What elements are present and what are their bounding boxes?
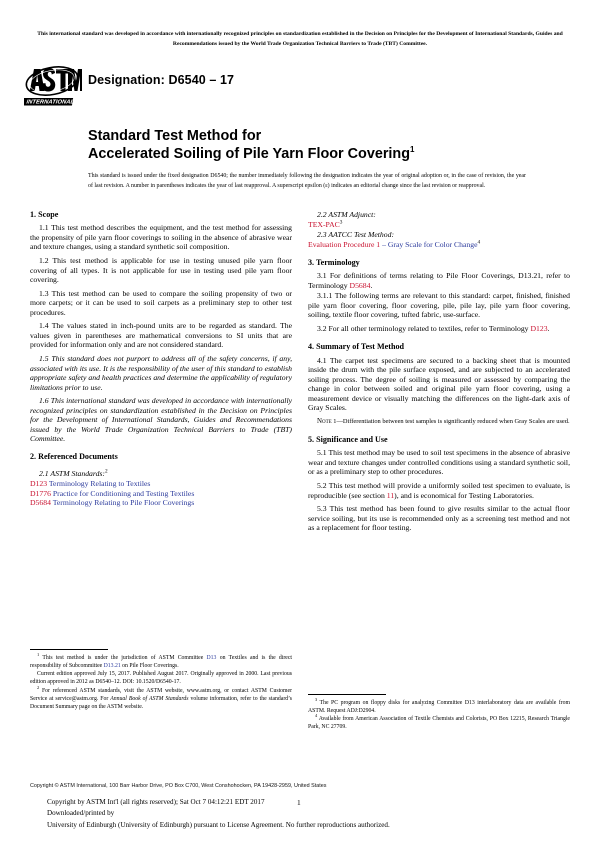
section-heading-scope: 1. Scope (30, 210, 59, 219)
footnote-3 (308, 699, 570, 715)
footnote-link-d1321[interactable]: D13.21 (103, 663, 121, 670)
section-heading-summary: 4. Summary of Test Method (308, 342, 405, 352)
paragraph-5-2-text-a: 5.2 This test method will provide a uniformly soiled test specimen to evaluate, is reproducible (see section (308, 481, 570, 500)
astm-logo-icon (24, 61, 82, 109)
aatcc-reference-title[interactable]: – Gray Scale for Color Change (380, 239, 478, 249)
column-right (308, 210, 570, 533)
footnote-2-text-a: For referenced ASTM standards, visit the ASTM website, www.astm.org, or contact ASTM Customer Service at service@astm.org. For (30, 687, 292, 702)
footnotes-left (30, 649, 292, 711)
title-line-1: Standard Test Method for (88, 128, 262, 144)
footnote-4-text: Available from American Association of Textile Chemists and Colorists, PO Box 12215, Research Triangle Park, NC 27709. (308, 716, 570, 731)
footnote-4 (308, 715, 570, 731)
note-1 (308, 413, 570, 427)
paragraph-5-1: 5.1 This test method may be used to soil test specimens in the absence of abrasive wear and texture changes under controlled conditions using a standard synthetic soil, or as a preliminary step to other procedures. (308, 448, 570, 477)
paragraph-3-1-1: 3.1.1 The following terms are relevant to this standard: carpet, finished, finished pile yarn floor covering, floor covering, pile, pile lay, pile yarn floor covering, soiling, textile floor covering, tufted fabric, use-surface. (308, 291, 570, 320)
note-text: 1—Differentiation between test samples is significantly reduced when Gray Scales are used. (331, 417, 570, 425)
reference-title[interactable]: Terminology Relating to Pile Floor Coverings (52, 498, 195, 508)
svg-text:INTERNATIONAL: INTERNATIONAL (25, 99, 75, 106)
section-heading-terminology: 3. Terminology (308, 257, 360, 267)
license-line-3: University of Edinburgh (University of Edinburgh) pursuant to License Agreement. No further reproductions authorized. (47, 820, 390, 829)
reference-item-d1776[interactable] (30, 488, 292, 498)
column-left (30, 210, 292, 508)
footnote-1-text-b: on Textiles and is the direct responsibility of Subcommittee (30, 655, 292, 670)
title-line-2-text: Accelerated Soiling of Pile Yarn Floor Covering (88, 146, 411, 163)
footnote-3-marker: 3 (315, 697, 318, 703)
footnote-rule (308, 694, 386, 695)
reference-id[interactable]: D123 (30, 478, 48, 488)
license-line-2: Downloaded/printed by (47, 809, 115, 818)
reference-item-d5684[interactable] (30, 498, 292, 508)
paragraph-3-2 (308, 320, 570, 334)
footnote-4-marker: 4 (315, 713, 318, 719)
footnote-1-text-c: on Pile Floor Coverings. (120, 663, 179, 670)
paragraph-5-2-text-b: ), and is economical for Testing Laboratories. (394, 490, 534, 500)
section-heading-significance: 5. Significance and Use (308, 435, 388, 444)
reference-item-d123[interactable] (30, 478, 292, 488)
reference-item-aatcc-ep1[interactable] (308, 239, 570, 249)
reference-id[interactable]: D1776 (30, 488, 51, 498)
footnote-1-marker: 1 (37, 652, 40, 658)
paragraph-1-1: 1.1 This test method describes the equipment, and the test method for assessing the propensity of pile yarn floor coverings to soiling in the absence of abrasive wear and texture changes, using a standard synthetic soil composition. (30, 223, 292, 252)
aatcc-footnote-marker: 4 (477, 239, 481, 246)
footnotes-right (308, 694, 570, 732)
paragraph-3-1-text-b: . (370, 280, 373, 290)
paragraph-3-2-text-b: . (547, 324, 550, 334)
inline-link-d5684[interactable]: D5684 (349, 280, 371, 290)
footnote-2 (30, 684, 292, 711)
subheading-astm-standards-text: 2.1 ASTM Standards: (39, 468, 105, 478)
footnote-2-marker: 2 (37, 684, 40, 690)
title-line-2 (88, 145, 558, 163)
paragraph-5-2 (308, 477, 570, 500)
footnote-1-text-a: This test method is under the jurisdiction of ASTM Committee (39, 655, 207, 661)
footnote-2-text-b: volume information, refer to the standard’s Document Summary page on the ASTM website. (30, 695, 292, 710)
page-title (88, 127, 558, 164)
reference-title[interactable]: Terminology Relating to Textiles (48, 478, 151, 488)
designation-label: Designation: D6540 – 17 (88, 73, 235, 87)
page-number: 1 (297, 798, 301, 807)
paragraph-1-6: 1.6 This international standard was developed in accordance with internationally recognized principles on standardization established in the Decision on Principles for the Development of International Standards, Guides and Recommendations issued by the World Trade Organization Technical Barriers to Trade (TBT) Committee. (30, 396, 292, 444)
adjunct-id[interactable]: TEX-PAC (308, 219, 340, 229)
footnote-rule (30, 649, 108, 650)
paragraph-4-1: 4.1 The carpet test specimens are secured to a backing sheet that is mounted inside the drum with the pile surface exposed, and are subjected to an accelerated soiling process. The degree of soiling is measured or assessed by comparing the change in color between soiled and original pile yarn floor covering, using a measurement device or visually matching the differences on the light-dark axis of Gray Scales. (308, 355, 570, 413)
title-footnote-marker: 1 (410, 145, 415, 155)
tbt-banner: This international standard was developed in accordance with internationally recognized principles on standardization established in the Decision on Principles for the Development of International Standards, Guides and Recommendations issued by the World Trade Organization Technical Barriers to Trade (TBT) Committee. (37, 31, 563, 47)
subheading-aatcc-test-method: 2.3 AATCC Test Method: (317, 229, 395, 239)
subheading-astm-standards (30, 465, 292, 479)
issued-under-note: This standard is issued under the fixed designation D6540; the number immediately following the designation indicates the year of original adoption or, in the case of revision, the year of last revision. A number in parentheses indicates the year of last reapproval. A superscript epsilon (ε) indicates an editorial change since the last revision or reapproval. (88, 173, 526, 189)
adjunct-footnote-marker: 3 (339, 219, 343, 226)
footnote-2-italic: Annual Book of ASTM Standards (110, 695, 189, 702)
paragraph-3-1 (308, 270, 570, 290)
paragraph-3-2-text-a: 3.2 For all other terminology related to textiles, refer to Terminology (317, 324, 531, 334)
section-heading-referenced-documents: 2. Referenced Documents (30, 452, 118, 462)
paragraph-1-2: 1.2 This test method is applicable for use in testing unused pile yarn floor covering of all types. It is not applicable for use in testing used pile yarn floor covering. (30, 256, 292, 285)
license-line-1: Copyright by ASTM Int'l (all rights reserved); Sat Oct 7 04:12:21 EDT 2017 (47, 798, 265, 806)
inline-link-d123[interactable]: D123 (530, 324, 548, 334)
reference-title[interactable]: Practice for Conditioning and Testing Textiles (52, 488, 195, 498)
footnote-link-d13[interactable]: D13 (206, 655, 217, 661)
inline-link-section-11[interactable]: 11 (386, 490, 395, 500)
paragraph-1-5: 1.5 This standard does not purport to address all of the safety concerns, if any, associated with its use. It is the responsibility of the user of this standard to establish appropriate safety and health practices and determine the applicability of regulatory limitations prior to use. (30, 354, 292, 392)
paragraph-1-3: 1.3 This test method can be used to compare the soiling propensity of two or more carpets; or it can be used to soil carpets as a preliminary step to other test procedures. (30, 288, 292, 317)
astm-standards-footnote-marker: 2 (105, 468, 108, 475)
note-label: Note (317, 417, 332, 425)
copyright-notice: Copyright © ASTM International, 100 Barr Harbor Drive, PO Box C700, West Conshohocken, PA 19428-2959, United States (30, 783, 327, 789)
footnote-edition-info: Current edition approved July 15, 2017. Published August 2017. Originally approved in 2000. Last previous edition approved in 2012 as D6540–12. DOI: 10.1520/D6540-17. (30, 671, 292, 686)
footnote-3-text: The PC program on floppy disks for analyzing Committee D13 interlaboratory data are available from ASTM. Request ADJ:D2904. (308, 700, 570, 715)
masthead (24, 61, 564, 111)
subheading-astm-adjunct: 2.2 ASTM Adjunct: (317, 210, 376, 219)
paragraph-3-1-text-a: 3.1 For definitions of terms relating to Pile Floor Coverings, D13.21, refer to Terminology (308, 271, 570, 290)
reference-item-texpac[interactable] (308, 220, 570, 230)
aatcc-reference-id[interactable]: Evaluation Procedure 1 (308, 239, 381, 249)
reference-id[interactable]: D5684 (30, 498, 51, 508)
footnote-1 (30, 654, 292, 670)
paragraph-5-3: 5.3 This test method has been found to give results similar to the actual floor service soiling, but its use is recommended only as a screening test method and not as a replacement for floor testing. (308, 504, 570, 533)
license-block (47, 797, 567, 831)
paragraph-1-4: 1.4 The values stated in inch-pound units are to be regarded as standard. The values given in parentheses are mathematical conversions to SI units that are provided for information only and are not considered standard. (30, 321, 292, 350)
